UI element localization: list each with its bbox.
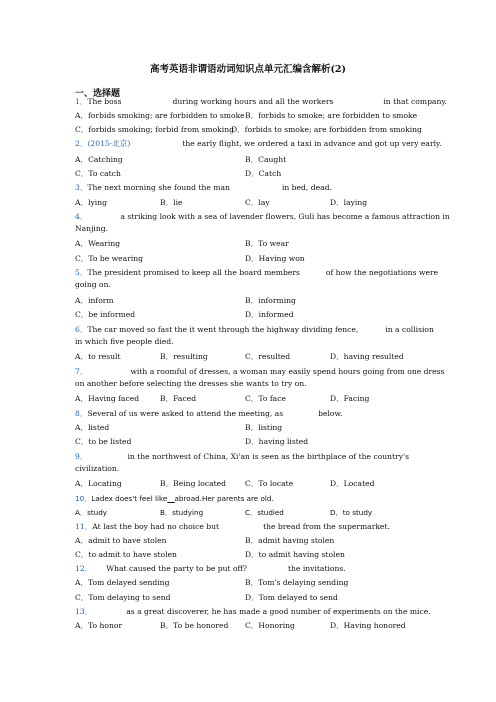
question-8-stem: 8．Several of us were asked to attend the meeting, as below. [75, 409, 343, 418]
question-9-option-d[interactable]: D．Located [330, 479, 375, 488]
question-2-stem: 2．(2015·北京) the early flight, we ordered a taxi in advance and got up very early. [75, 139, 442, 148]
question-12-option-a[interactable]: A．Tom delayed sending [75, 578, 170, 587]
question-4-option-d[interactable]: D．Having won [245, 254, 305, 263]
question-3-stem: 3．The next morning she found the man in bed, dead. [75, 183, 332, 192]
question-5-stem: 5．The president promised to keep all the board members of how the negotiations were [75, 268, 439, 277]
question-5-option-b[interactable]: B．informing [245, 296, 296, 305]
question-12-option-c[interactable]: C．Tom delaying to send [75, 593, 171, 602]
question-2-option-c[interactable]: C．To catch [75, 169, 121, 178]
question-8-option-a[interactable]: A．listed [75, 423, 110, 432]
question-3-option-d[interactable]: D．laying [330, 198, 368, 207]
question-4-stem-cont: Nanjing. [75, 224, 109, 233]
question-9-option-c[interactable]: C．To locate [245, 479, 294, 488]
question-12-stem: 12． What caused the party to be put off? the invitations. [75, 564, 346, 573]
question-3-option-c[interactable]: C．lay [245, 198, 270, 207]
question-4-option-c[interactable]: C．To be wearing [75, 254, 143, 263]
question-8-option-d[interactable]: D．having listed [245, 437, 309, 446]
question-13-option-a[interactable]: A．To honor [75, 621, 123, 630]
question-5-option-d[interactable]: D．informed [245, 310, 294, 319]
question-13-option-c[interactable]: C．Honoring [245, 621, 295, 630]
question-13-option-d[interactable]: D．Having honored [330, 621, 406, 630]
question-3-option-b[interactable]: B．lie [160, 198, 183, 207]
question-7-option-b[interactable]: B．Faced [160, 394, 197, 403]
question-1-option-d[interactable]: D．forbids to smoke; are forbidden from smoking [231, 125, 422, 134]
question-6-stem-cont: in which five people died. [75, 337, 174, 346]
question-9-stem: 9． in the northwest of China, Xi'an is seen as the birthplace of the country's [75, 452, 410, 461]
question-7-option-d[interactable]: D．Facing [330, 394, 370, 403]
question-2-option-a[interactable]: A．Catching [75, 155, 123, 164]
question-10-option-b[interactable]: B．studying [160, 508, 204, 517]
question-2-option-b[interactable]: B．Caught [245, 155, 287, 164]
question-11-option-b[interactable]: B．admit having stolen [245, 536, 335, 545]
question-6-option-a[interactable]: A．to result [75, 352, 121, 361]
question-10-option-a[interactable]: A．study [75, 508, 108, 517]
question-6-stem: 6．The car moved so fast the it went through the highway dividing fence, in a collision [75, 325, 434, 334]
page-title: 高考英语非谓语动词知识点单元汇编含解析(2) [149, 64, 347, 75]
question-4-option-a[interactable]: A．Wearing [75, 239, 121, 248]
question-1-option-b[interactable]: B．forbids to smoke; are forbidden to smoke [245, 111, 418, 120]
question-10-option-c[interactable]: C．studied [245, 508, 284, 517]
question-11-option-a[interactable]: A．admit to have stolen [75, 536, 167, 545]
question-2-option-d[interactable]: D．Catch [245, 169, 282, 178]
question-9-stem-cont: civilization. [75, 464, 120, 473]
question-5-option-c[interactable]: C．be informed [75, 310, 136, 319]
question-12-option-b[interactable]: B．Tom's delaying sending [245, 578, 349, 587]
question-7-option-a[interactable]: A．Having faced [75, 394, 140, 403]
question-6-option-b[interactable]: B．resulting [160, 352, 208, 361]
question-8-option-b[interactable]: B．listing [245, 423, 283, 432]
question-5-option-a[interactable]: A．inform [75, 296, 114, 305]
question-6-option-c[interactable]: C．resulted [245, 352, 291, 361]
question-3-option-a[interactable]: A．lying [75, 198, 107, 207]
question-11-stem: 11．At last the boy had no choice but the bread from the supermarket. [75, 522, 390, 531]
question-1-option-a[interactable]: A．forbids smoking; are forbidden to smoke [75, 111, 245, 120]
question-7-stem: 7． with a roomful of dresses, a woman may easily spend hours going from one dress [75, 367, 445, 376]
section-heading: 一、选择题 [75, 89, 121, 99]
question-6-option-d[interactable]: D．having resulted [330, 352, 404, 361]
question-4-stem: 4． a striking look with a sea of lavender flowers, Guli has become a famous attraction in [75, 212, 450, 221]
question-13-stem: 13． as a great discoverer, he has made a good number of experiments on the mice. [75, 607, 431, 616]
question-10-option-d[interactable]: D．to study [330, 508, 373, 517]
question-10-stem: 10．Ladex does't feel like__abroad.Her parents are old. [75, 494, 274, 503]
question-1-stem: 1．The boss during working hours and all the workers in that company. [75, 97, 448, 106]
question-4-option-b[interactable]: B．To wear [245, 239, 289, 248]
question-11-option-c[interactable]: C．to admit to have stolen [75, 550, 177, 559]
question-11-option-d[interactable]: D．to admit having stolen [245, 550, 345, 559]
question-5-stem-cont: going on. [75, 280, 111, 289]
question-7-stem-cont: on another before selecting the dresses she wants to try on. [75, 379, 307, 388]
question-1-option-c[interactable]: C．forbids smoking; forbid from smoking [75, 125, 234, 134]
question-7-option-c[interactable]: C．To face [245, 394, 286, 403]
question-8-option-c[interactable]: C．to be listed [75, 437, 132, 446]
question-13-option-b[interactable]: B．To be honored [160, 621, 229, 630]
question-9-option-b[interactable]: B．Being located [160, 479, 227, 488]
question-9-option-a[interactable]: A．Locating [75, 479, 122, 488]
question-12-option-d[interactable]: D．Tom delayed to send [245, 593, 338, 602]
